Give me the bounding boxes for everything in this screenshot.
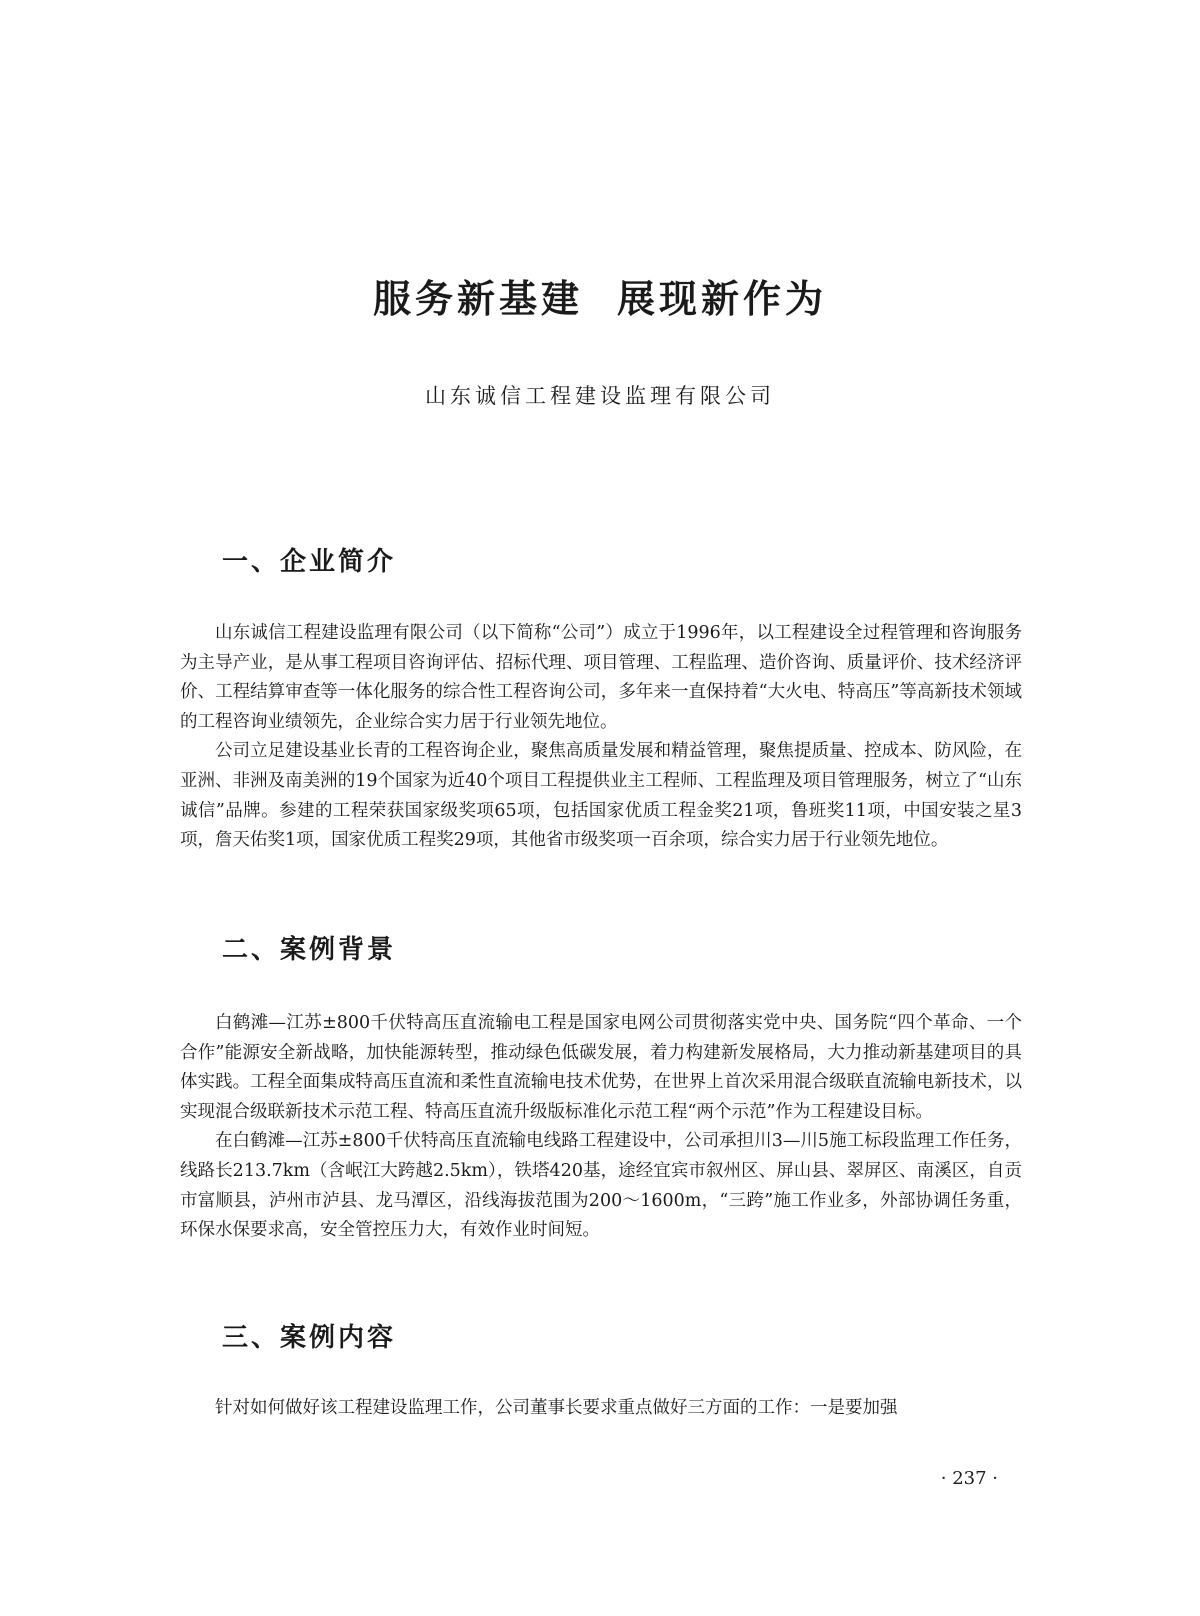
section-heading-background: 二、案例背景 (222, 935, 397, 965)
paragraph: 公司立足建设基业长青的工程咨询企业，聚焦高质量发展和精益管理，聚焦提质量、控成本、防风险，在亚洲、非洲及南美洲的19个国家为近40个项目工程提供业主工程师、工程监理及项目管理服务，树立了“山东诚信”品牌。参建的工程荣获国家级奖项65项，包括国家优质工程金奖21项，鲁班奖11项，中国安装之星3项，詹天佑奖1项，国家优质工程奖29项，其他省市级奖项一百余项，综合实力居于行业领先地位。 (180, 741, 1022, 851)
title-part-1: 服务新基建 (372, 277, 583, 321)
section-heading-content: 三、案例内容 (222, 1323, 397, 1353)
paragraph: 在白鹤滩—江苏±800千伏特高压直流输电线路工程建设中，公司承担川3—川5施工标段监理工作任务，线路长213.7km（含岷江大跨越2.5km），铁塔420基，途经宜宾市叙州区、屏山县、翠屏区、南溪区，自贡市富顺县，泸州市泸县、龙马潭区，沿线海拔范围为200～1600m，“三跨”施工作业多，外部协调任务重，环保水保要求高，安全管控压力大，有效作业时间短。 (180, 1131, 1022, 1241)
author-organization: 山东诚信工程建设监理有限公司 (425, 384, 775, 408)
paragraph: 白鹤滩—江苏±800千伏特高压直流输电工程是国家电网公司贯彻落实党中央、国务院“四个革命、一个合作”能源安全新战略，加快能源转型，推动绿色低碳发展，着力构建新发展格局，大力推动新基建项目的具体实践。工程全面集成特高压直流和柔性直流输电技术优势，在世界上首次采用混合级联直流输电新技术，以实现混合级联新技术示范工程、特高压直流升级版标准化示范工程“两个示范”作为工程建设目标。 (180, 1013, 1022, 1122)
paragraph: 山东诚信工程建设监理有限公司（以下简称“公司”）成立于1996年，以工程建设全过程管理和咨询服务为主导产业，是从事工程项目咨询评估、招标代理、项目管理、工程监理、造价咨询、质量评价、技术经济评价、工程结算审查等一体化服务的综合性工程咨询公司，多年来一直保持着“大火电、特高压”等高新技术领域的工程咨询业绩领先，企业综合实力居于行业领先地位。 (180, 623, 1022, 732)
page-title (0, 268, 1200, 323)
section-body-intro (180, 619, 1022, 856)
title-part-2: 展现新作为 (617, 277, 828, 321)
section-heading-intro: 一、企业简介 (222, 547, 397, 577)
section-body-background (180, 1009, 1022, 1246)
page-number: · 237 · (940, 1468, 998, 1489)
section-body-content (180, 1394, 1022, 1424)
paragraph: 针对如何做好该工程建设监理工作，公司董事长要求重点做好三方面的工作：一是要加强 (215, 1398, 898, 1418)
